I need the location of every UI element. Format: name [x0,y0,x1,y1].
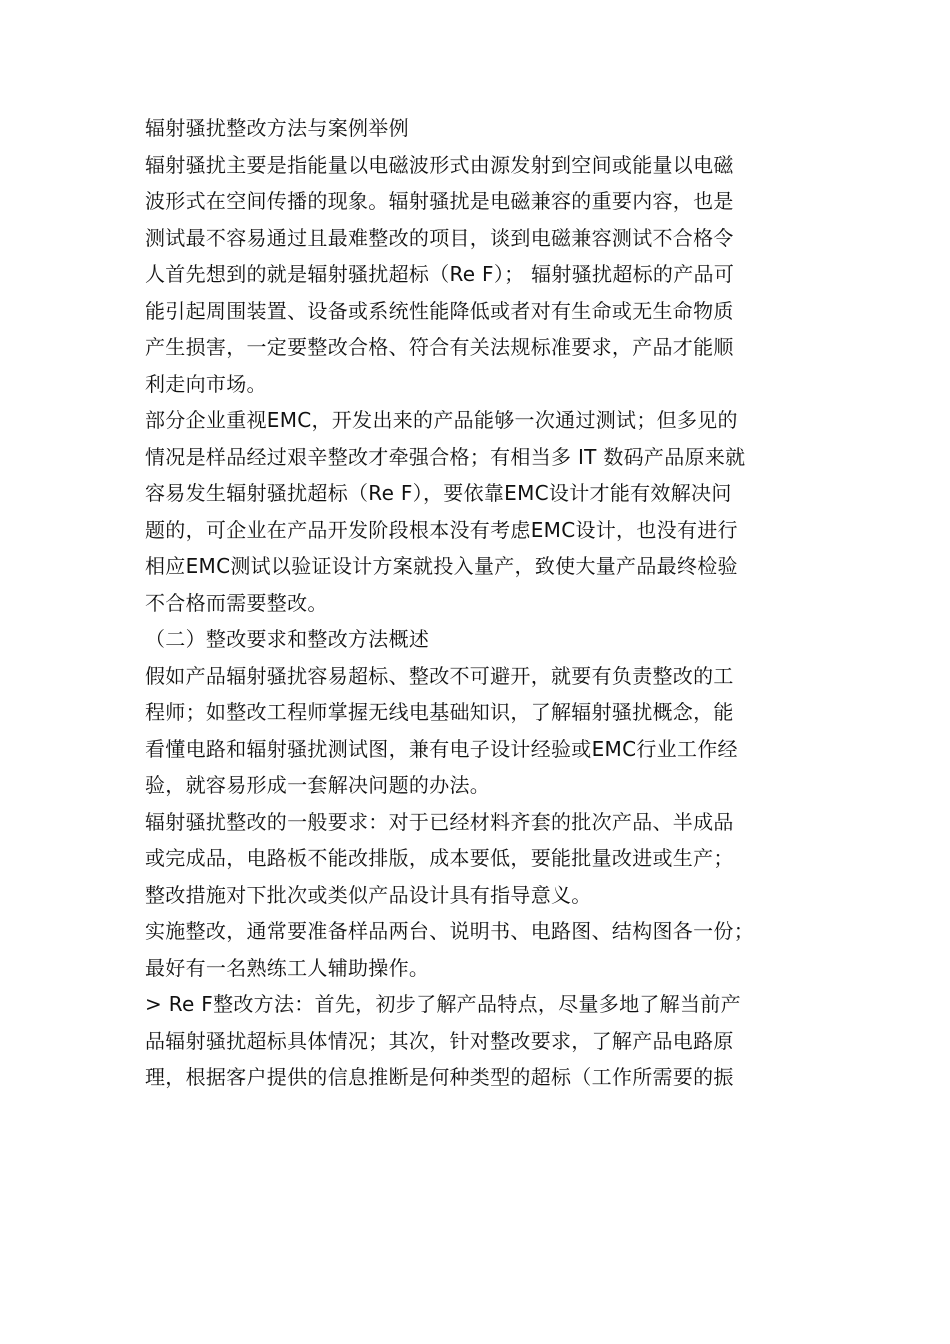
text-line: 假如产品辐射骚扰容易超标、整改不可避开，就要有负责整改的工 [145,663,734,688]
document-page [145,110,810,1096]
text-line: 测试最不容易通过且最难整改的项目，谈到电磁兼容测试不合格令 [145,225,734,250]
text-line: 程师；如整改工程师掌握无线电基础知识，了解辐射骚扰概念，能 [145,700,734,724]
text-line: > Re F整改方法：首先，初步了解产品特点，尽量多地了解当前产 [145,992,741,1016]
text-line: 最好有一名熟练工人辅助操作。 [145,955,430,980]
text-line: 理，根据客户提供的信息推断是何种类型的超标（工作所需要的振 [145,1065,734,1089]
text-line: 不合格而需要整改。 [145,590,328,615]
text-line: 看懂电路和辐射骚扰测试图，兼有电子设计经验或EMC行业工作经 [145,736,738,761]
text-line: 波形式在空间传播的现象。辐射骚扰是电磁兼容的重要内容，也是 [145,189,734,213]
text-line: 能引起周围装置、设备或系统性能降低或者对有生命或无生命物质 [145,298,734,323]
text-line: 辐射骚扰主要是指能量以电磁波形式由源发射到空间或能量以电磁 [145,152,734,177]
text-line: 情况是样品经过艰辛整改才牵强合格；有相当多 IT 数码产品原来就 [145,444,746,469]
text-line: 品辐射骚扰超标具体情况；其次，针对整改要求，了解产品电路原 [145,1028,734,1053]
text-line: 题的，可企业在产品开发阶段根本没有考虑EMC设计，也没有进行 [145,517,738,542]
document-title: 辐射骚扰整改方法与案例举例 [145,116,409,140]
text-line: 验，就容易形成一套解决问题的办法。 [145,773,491,797]
text-line: 辐射骚扰整改的一般要求：对于已经材料齐套的批次产品、半成品 [145,809,734,834]
text-line: 整改措施对下批次或类似产品设计具有指导意义。 [145,882,592,907]
text-line: 人首先想到的就是辐射骚扰超标（Re F）； 辐射骚扰超标的产品可 [145,262,735,286]
text-line: 产生损害，一定要整改合格、符合有关法规标准要求，产品才能顺 [145,335,734,359]
text-line: 容易发生辐射骚扰超标（Re F），要依靠EMC设计才能有效解决问 [145,481,732,505]
text-line: 部分企业重视EMC，开发出来的产品能够一次通过测试；但多见的 [145,408,738,432]
text-line: 实施整改，通常要准备样品两台、说明书、电路图、结构图各一份； [145,919,754,943]
section-heading: （二）整改要求和整改方法概述 [145,627,430,651]
text-line: 或完成品，电路板不能改排版，成本要低，要能批量改进或生产； [145,846,734,870]
text-line: 利走向市场。 [145,371,267,396]
text-line: 相应EMC测试以验证设计方案就投入量产，致使大量产品最终检验 [145,554,738,578]
